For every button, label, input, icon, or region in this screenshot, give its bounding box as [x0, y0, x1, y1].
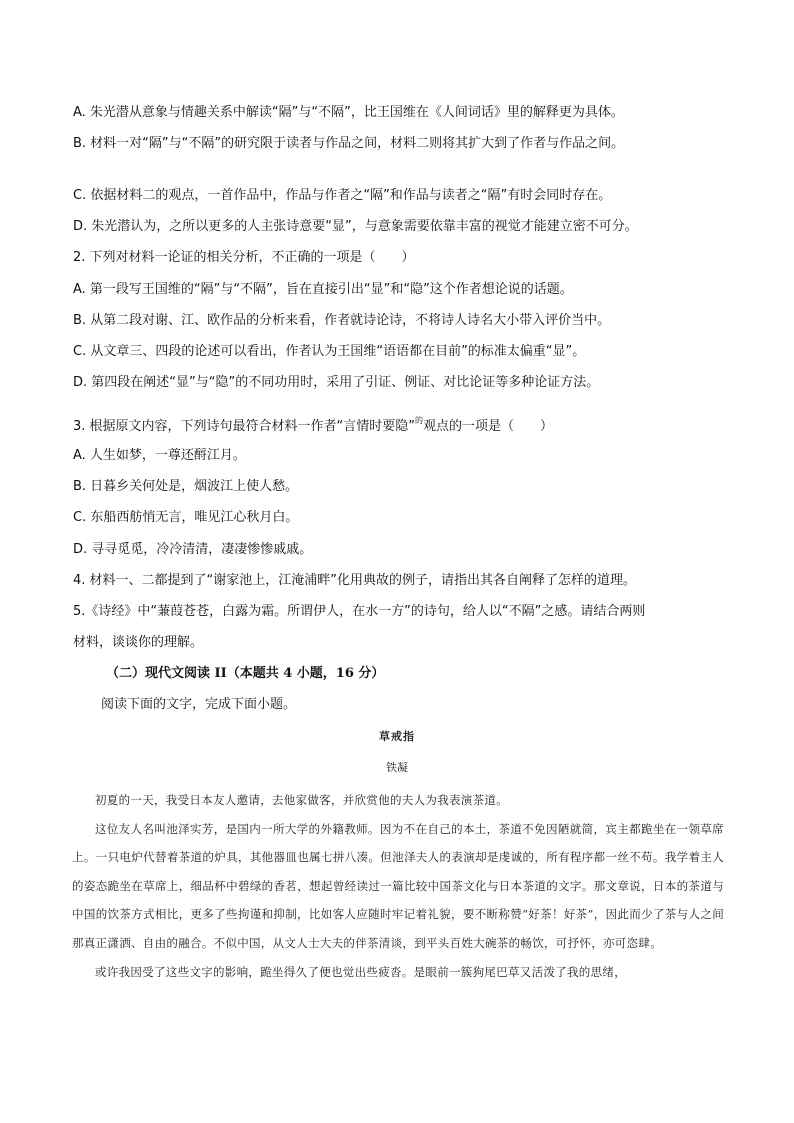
q2-stem: 2. 下列对材料一论证的相关分析，不正确的一项是（ ）: [73, 250, 415, 265]
reading-instruction: 阅读下面的文字，完成下面小题。: [101, 697, 297, 712]
q3-option-a: A. 人生如梦，一尊还酹江月。: [73, 448, 246, 463]
section-heading: （二）现代文阅读 II（本题共 4 小题，16 分）: [106, 666, 385, 681]
q5-stem-line1: 5.《诗经》中“蒹葭苍苍，白露为霜。所谓伊人，在水一方”的诗句，给人以“不隔”之感。请结合两则: [73, 604, 646, 619]
q1-option-c: C. 依据材料二的观点，一首作品中，作品与作者之“隔”和作品与读者之“隔”有时会同时存在。: [73, 188, 612, 203]
q3-option-d: D. 寻寻觅觅，冷冷清清，凄凄惨惨戚戚。: [73, 542, 313, 557]
story-title: 草戒指: [379, 730, 415, 743]
story-author: 铁凝: [386, 761, 408, 774]
q3-stem-start: 3. 根据原文内容，下列诗句最符合材料一作者“言情时要隐”: [73, 419, 416, 434]
q2-option-a: A. 第一段写王国维的“隔”与“不隔”，旨在直接引出“显”和“隐”这个作者想论说的话题。: [73, 282, 573, 297]
q2-option-b: B. 从第二段对谢、江、欧作品的分析来看，作者就诗论诗，不将诗人诗名大小带入评价当中。: [73, 313, 611, 328]
q2-option-c: C. 从文章三、四段的论述可以看出，作者认为王国维“语语都在目前”的标准太偏重“显”。: [73, 344, 586, 359]
story-paragraph-1: 初夏的一天，我受日本友人邀请，去他家做客，并欣赏他的夫人为我表演茶道。: [95, 793, 508, 807]
q4-stem: 4. 材料一、二都提到了“谢家池上，江淹浦畔”化用典故的例子，请指出其各自阐释了怎样的道理。: [73, 573, 637, 588]
q3-stem-superscript: 的: [415, 416, 424, 425]
story-paragraph-2: 这位友人名叫池泽实芳，是国内一所大学的外籍教师。因为不在自己的本土，茶道不免因陋就简，宾主都跪坐在一领草席上。一只电炉代替着茶道的炉具，其他器皿也属七拼八凑。但池泽夫人的表演却是虔诚的，所有程序都一丝不苟。我学着主人的姿态跪坐在草席上，细品杯中碧绿的香茗，想起曾经读过一篇比较中国茶文化与日本茶道的文字。那文章说，日本的茶道与中国的饮茶方式相比，更多了些拘谨和抑制，比如客人应随时牢记着礼貌，要不断称赞“好茶！好茶”，因此而少了茶与人之间那真正潇洒、自由的融合。不似中国，从文人士大夫的伴茶清谈，到平头百姓大碗茶的畅饮，可抒怀，亦可恣肆。: [72, 821, 724, 950]
q5-stem-line2: 材料，谈谈你的理解。: [73, 635, 204, 650]
q3-stem-end: 观点的一项是（ ）: [423, 419, 554, 434]
story-body: [72, 786, 724, 986]
q3-option-c: C. 东船西舫悄无言，唯见江心秋月白。: [73, 510, 299, 525]
q2-option-d: D. 第四段在阐述“显”与“隐”的不同功用时，采用了引证、例证、对比论证等多种论证方法。: [73, 375, 600, 390]
q3-stem: [73, 411, 553, 437]
story-paragraph-3: 或许我因受了这些文字的影响，跪坐得久了便也觉出些疲沓。是眼前一簇狗尾巴草又活泼了我的思绪，: [95, 964, 626, 979]
q1-option-b: B. 材料一对“隔”与“不隔”的研究限于读者与作品之间，材料二则将其扩大到了作者与作品之间。: [73, 136, 625, 151]
q3-option-b: B. 日暮乡关何处是，烟波江上使人愁。: [73, 479, 299, 494]
q1-option-a: A. 朱光潜从意象与情趣关系中解读“隔”与“不隔”，比王国维在《人间词话》里的解释更为具体。: [73, 105, 624, 120]
q1-option-d: D. 朱光潜认为，之所以更多的人主张诗意要“显”，与意象需要依靠丰富的视觉才能建立密不可分。: [73, 219, 638, 234]
